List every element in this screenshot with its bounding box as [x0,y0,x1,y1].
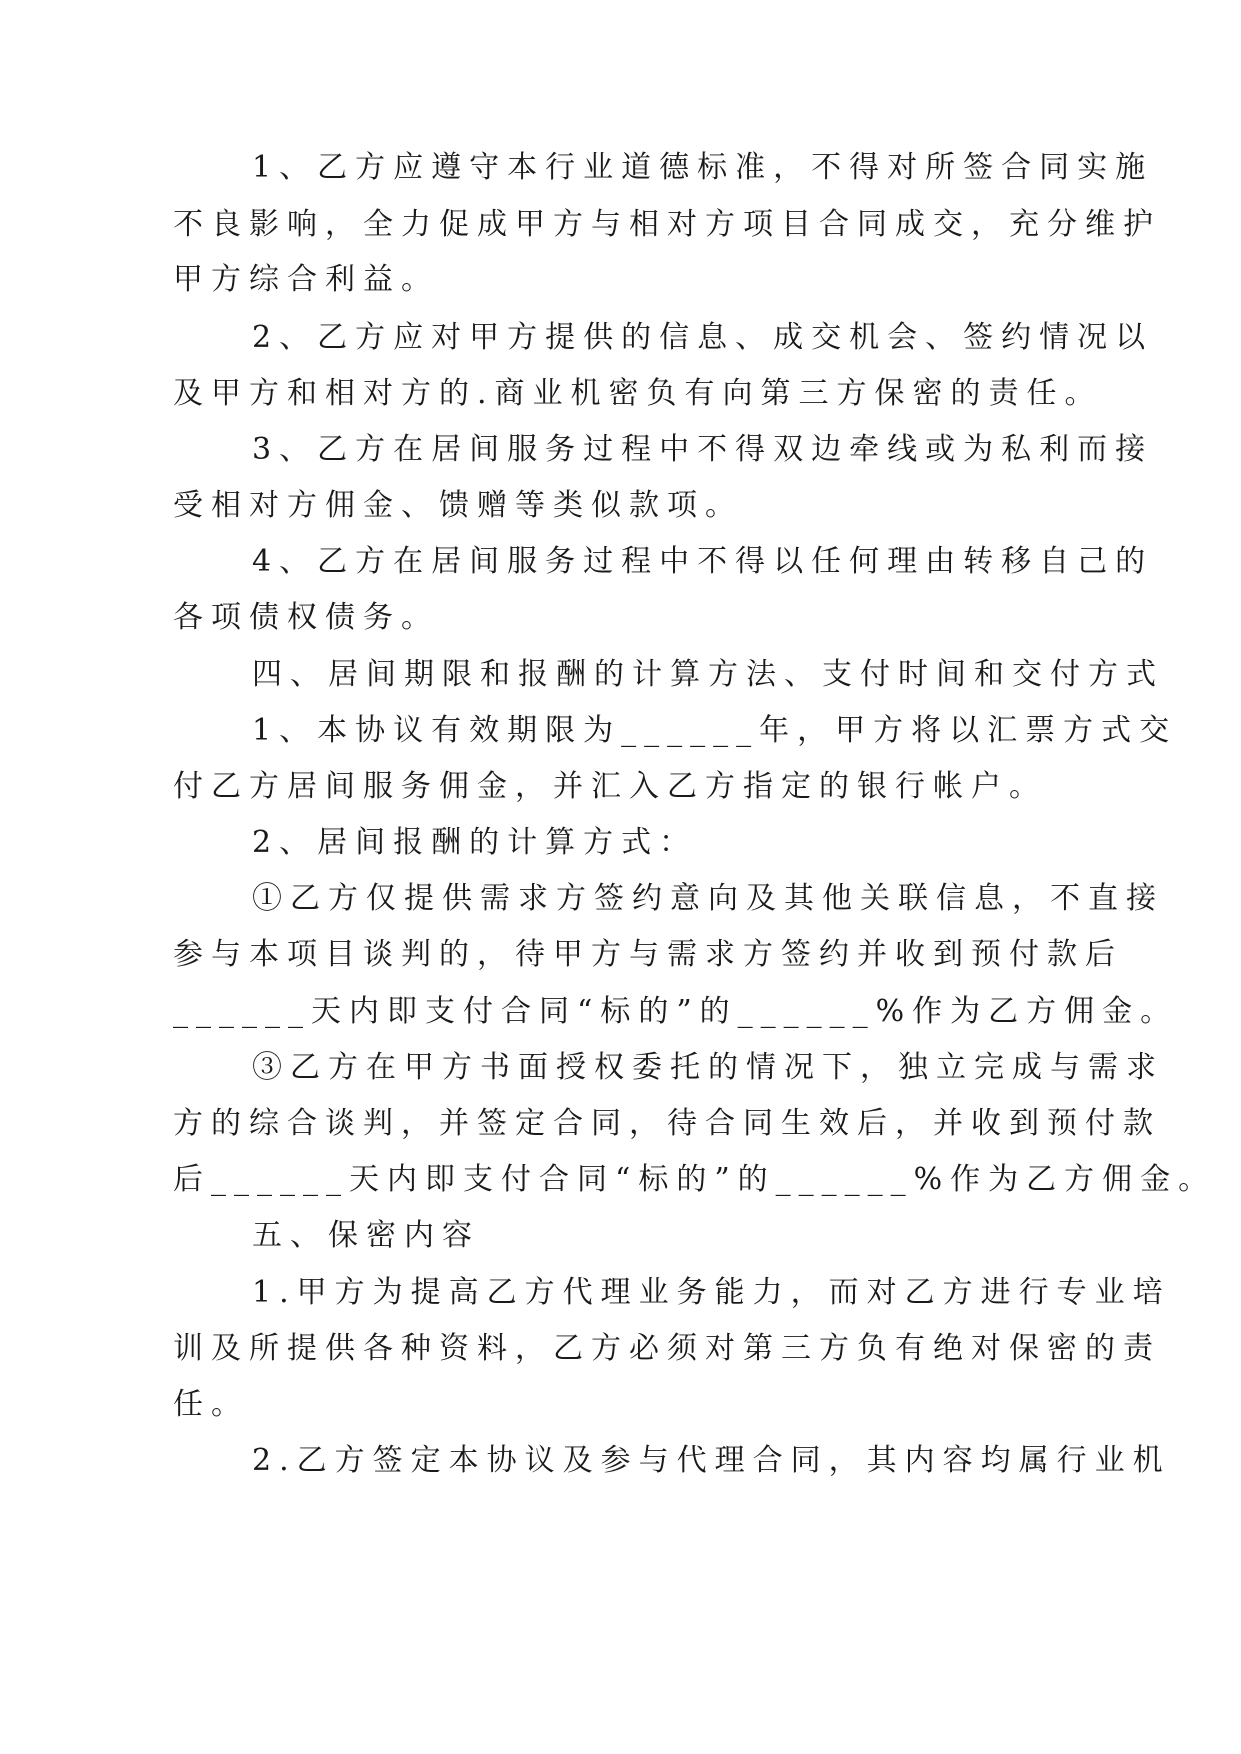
text-line: 方的综合谈判，并签定合同，待合同生效后，并收到预付款 [173,1106,1161,1141]
text-line: 及甲方和相对方的.商业机密负有向第三方保密的责任。 [173,376,1103,411]
text-line: 付乙方居间服务佣金，并汇入乙方指定的银行帐户。 [173,769,1047,804]
text-line: ③乙方在甲方书面授权委托的情况下，独立完成与需求 [252,1050,1164,1085]
text-line: 2.乙方签定本协议及参与代理合同，其内容均属行业机 [252,1443,1171,1478]
text-line: 1.甲方为提高乙方代理业务能力，而对乙方进行专业培 [252,1275,1171,1310]
text-line: 1、本协议有效期限为______年，甲方将以汇票方式交 [252,713,1178,748]
text-line: 4、乙方在居间服务过程中不得以任何理由转移自己的 [252,544,1154,579]
text-line: 1、乙方应遵守本行业道德标准，不得对所签合同实施 [252,150,1154,185]
text-line: 训及所提供各种资料，乙方必须对第三方负有绝对保密的责 [173,1331,1161,1366]
text-line: 不良影响，全力促成甲方与相对方项目合同成交，充分维护 [173,207,1161,242]
section-heading: 四、居间期限和报酬的计算方法、支付时间和交付方式 [252,657,1164,692]
text-line: 任。 [173,1387,249,1422]
text-line: 各项债权债务。 [173,600,439,635]
section-heading: 五、保密内容 [252,1218,480,1253]
text-line: ①乙方仅提供需求方签约意向及其他关联信息，不直接 [252,881,1164,916]
text-line: 甲方综合利益。 [173,262,439,297]
text-line: 参与本项目谈判的，待甲方与需求方签约并收到预付款后 [173,937,1123,972]
text-line: 2、乙方应对甲方提供的信息、成交机会、签约情况以 [252,320,1154,355]
text-line: 后______天内即支付合同“标的”的______%作为乙方佣金。 [173,1162,1217,1197]
text-line: 2、居间报酬的计算方式： [252,825,698,860]
text-line: ______天内即支付合同“标的”的______%作为乙方佣金。 [173,994,1179,1029]
text-line: 3、乙方在居间服务过程中不得双边牵线或为私利而接 [252,432,1154,467]
text-line: 受相对方佣金、馈赠等类似款项。 [173,488,743,523]
